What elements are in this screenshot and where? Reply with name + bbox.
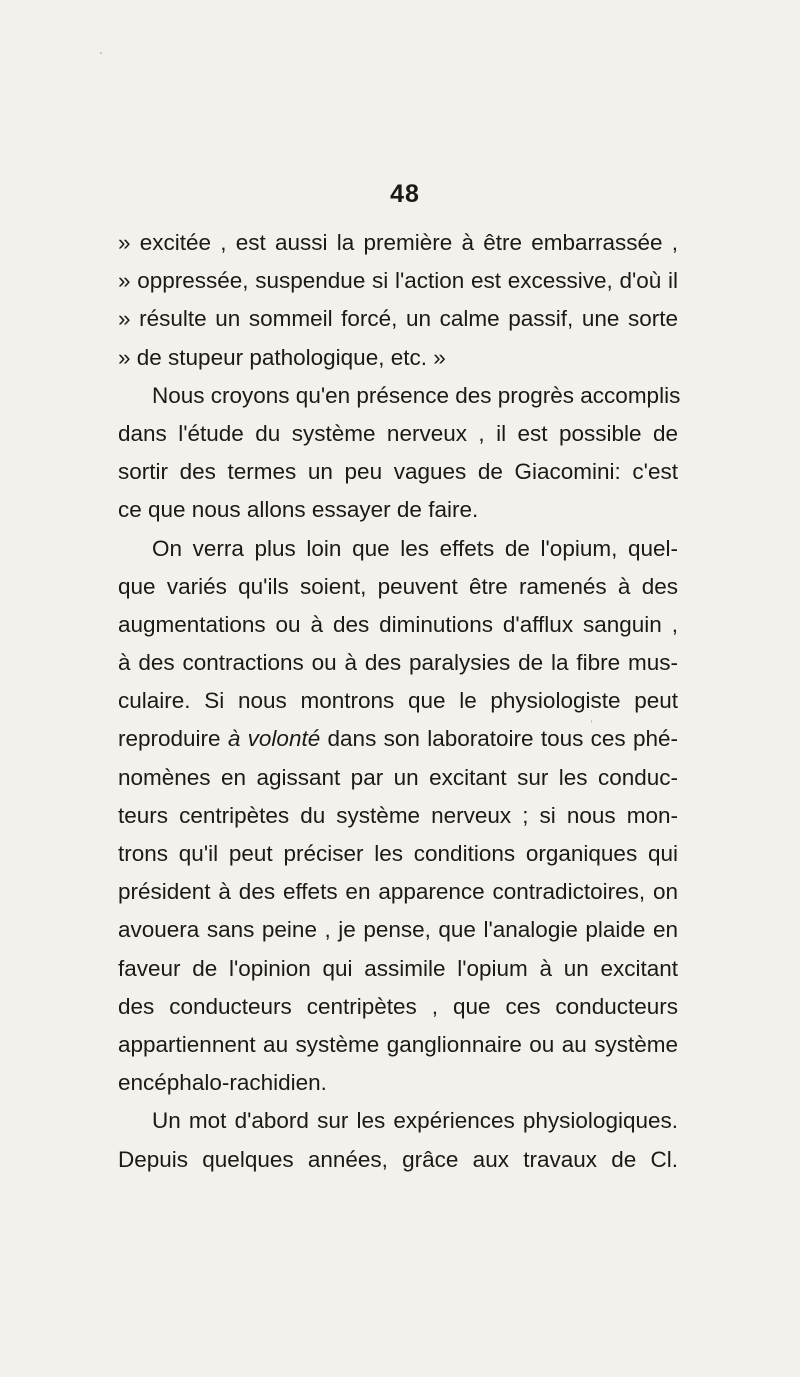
text-line: encéphalo-rachidien. bbox=[118, 1070, 327, 1096]
text-line: Depuis quelques années, grâce aux travaux de Cl. bbox=[118, 1146, 678, 1172]
text-line: culaire. Si nous montrons que le physiologiste peut bbox=[118, 688, 678, 714]
text-line: des conducteurs centripètes , que ces conducteurs bbox=[118, 993, 678, 1019]
emphasis: à volonté bbox=[227, 726, 321, 752]
text-line: » de stupeur pathologique, etc. » bbox=[118, 344, 446, 370]
text-line: faveur de l'opinion qui assimile l'opium à un excitant bbox=[118, 955, 678, 981]
text-line: » oppressée, suspendue si l'action est excessive, d'où il bbox=[118, 268, 678, 294]
text-line: appartiennent au système ganglionnaire ou au système bbox=[118, 1031, 678, 1057]
scan-speck bbox=[591, 720, 592, 723]
text-line: On verra plus loin que les effets de l'opium, quel- bbox=[152, 535, 678, 561]
text-line: reproduire à volonté dans son laboratoire tous ces phé- bbox=[118, 726, 678, 752]
text-line: augmentations ou à des diminutions d'afflux sanguin , bbox=[118, 611, 678, 637]
text-line: ce que nous allons essayer de faire. bbox=[118, 497, 479, 523]
text-line: trons qu'il peut préciser les conditions organiques qui bbox=[118, 841, 678, 866]
text-line: dans l'étude du système nerveux , il est possible de bbox=[118, 420, 678, 446]
text-line: avouera sans peine , je pense, que l'analogie plaide en bbox=[118, 917, 678, 943]
text-line: teurs centripètes du système nerveux ; si nous mon- bbox=[118, 802, 678, 828]
scan-speck bbox=[100, 52, 102, 54]
text-line: président à des effets en apparence contradictoires, on bbox=[118, 879, 678, 905]
body-text bbox=[118, 224, 681, 1179]
text-line: Nous croyons qu'en présence des progrès accomplis bbox=[152, 382, 681, 408]
page-number: 48 bbox=[390, 180, 420, 208]
text-line: à des contractions ou à des paralysies de la fibre mus- bbox=[118, 650, 678, 676]
text-line: sortir des termes un peu vagues de Giacomini: c'est bbox=[118, 459, 678, 485]
text-line: » résulte un sommeil forcé, un calme passif, une sorte bbox=[118, 306, 678, 332]
text-line: » excitée , est aussi la première à être embarrassée , bbox=[118, 230, 678, 255]
text-line: nomènes en agissant par un excitant sur les conduc- bbox=[118, 764, 678, 790]
text-line: Un mot d'abord sur les expériences physiologiques. bbox=[152, 1108, 678, 1134]
text-line: que variés qu'ils soient, peuvent être ramenés à des bbox=[118, 573, 678, 599]
